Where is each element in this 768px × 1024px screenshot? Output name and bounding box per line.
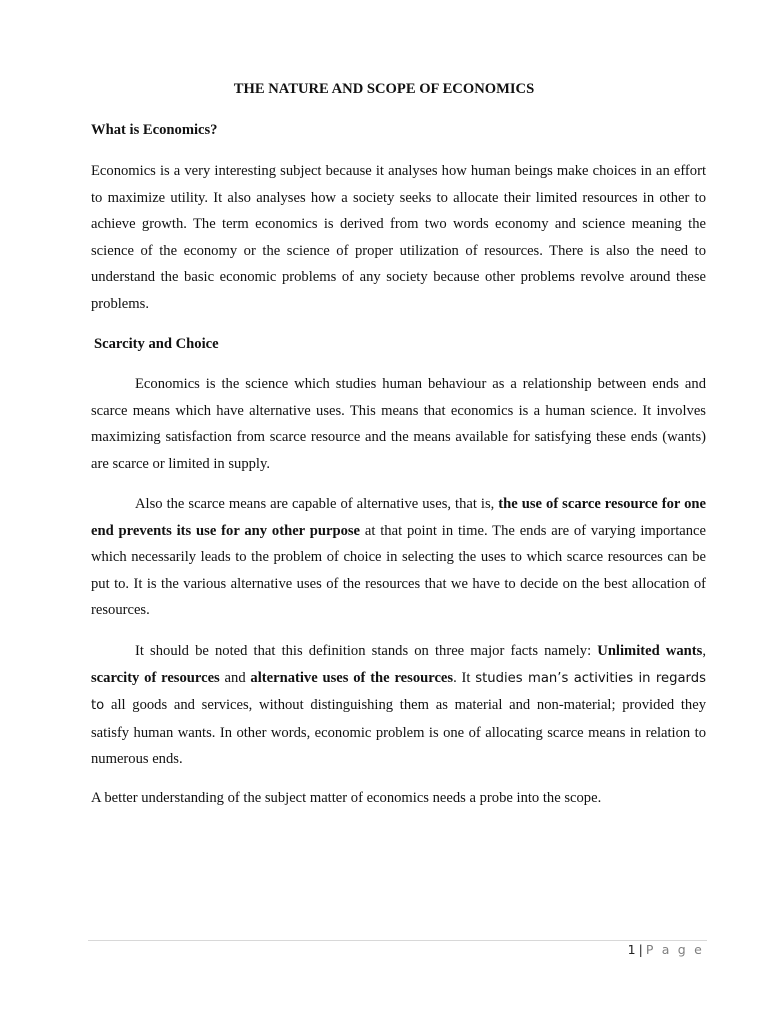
bold-alternative-uses: alternative uses of the resources [250,669,454,686]
footer-divider [88,940,707,941]
page-label: P a g e [645,942,704,957]
paragraph-scarcity-definition: Economics is the science which studies human behaviour as a relationship between ends and scarce means which have alternative uses. This means that economics is a human science. It involves maximizing satisfaction from scarce resource and the means available for satisfying these ends (wants) are scarce or limited in supply. [91,376,706,472]
bold-text: the use of scarce resource for one end prevents its use for any other purpose [91,496,707,539]
page-footer [628,942,704,957]
bold-scarcity-of-resources: scarcity of resources [91,669,220,686]
text-run: Also the scarce means are capable of alternative uses, that is, [135,496,499,512]
text-run: at that point in time. The ends are of varying importance which necessarily leads to the problem of choice in selecting the uses to which scarce resources can be put to. It is the various alternative uses of the resources that we have to decide on the best allocation of resources. [91,522,706,619]
text-run: , [702,643,706,659]
paragraph-three-major-facts [91,638,706,773]
text-run: It should be noted that this definition stands on three major facts namely: [135,643,598,659]
paragraph-definition: Economics is a very interesting subject because it analyses how human beings make choices in an effort to maximize utility. It also analyses how a society seeks to allocate their limited resources in other to achieve growth. The term economics is derived from two words economy and science meaning the science of the economy or the science of proper utilization of resources. There is also the need to understand the basic economic problems of any society because other problems revolve around these problems. [91,163,706,312]
page-title: THE NATURE AND SCOPE OF ECONOMICS [233,81,535,97]
paragraph-alternative-uses [91,491,706,624]
paragraph-closing: A better understanding of the subject matter of economics needs a probe into the scope. [91,790,602,806]
section-heading-scarcity-and-choice: Scarcity and Choice [94,336,219,352]
section-heading-what-is-economics: What is Economics? [91,122,218,138]
alt-font-text: studies man’s activities in regards to [91,670,706,714]
text-run: all goods and services, without distinguishing them as material and non-material; provided they satisfy human wants. In other words, economic problem is one of allocating scarce means in relation to numerous ends. [91,697,706,768]
text-run: and [219,669,251,686]
footer-separator: | [638,942,643,957]
page-number: 1 [627,942,636,957]
text-run: . It [453,669,476,686]
bold-unlimited-wants: Unlimited wants [597,643,703,659]
